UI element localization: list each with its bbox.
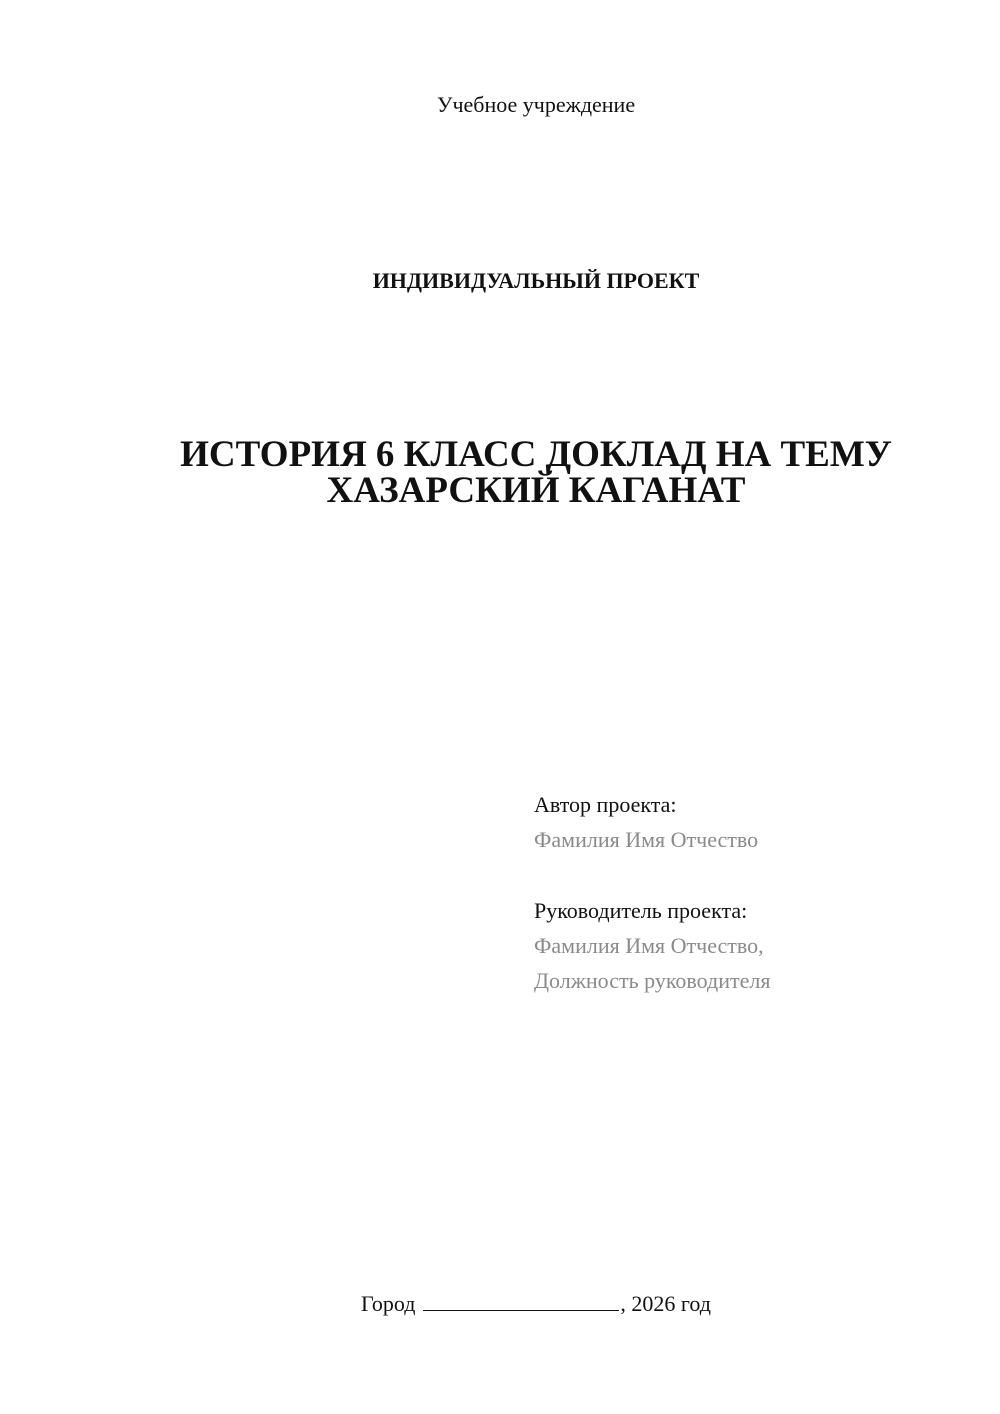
author-name: Фамилия Имя Отчество — [534, 827, 759, 852]
project-title-line-1: ИСТОРИЯ 6 КЛАСС ДОКЛАД НА ТЕМУ — [180, 434, 892, 475]
supervisor-name: Фамилия Имя Отчество, — [534, 933, 764, 958]
project-title-line-2: ХАЗАРСКИЙ КАГАНАТ — [326, 470, 746, 511]
supervisor-position: Должность руководителя — [534, 968, 771, 993]
project-credits — [534, 787, 954, 998]
city-blank-line — [423, 1289, 619, 1311]
institution-name: Учебное учреждение — [436, 92, 636, 117]
document-type: ИНДИВИДУАЛЬНЫЙ ПРОЕКТ — [372, 268, 700, 293]
supervisor-label: Руководитель проекта: — [534, 898, 748, 923]
city-label: Город — [361, 1291, 416, 1316]
year-text: , 2026 год — [620, 1291, 711, 1316]
city-year-line — [0, 1289, 1000, 1319]
project-title — [100, 434, 972, 511]
credits-spacer — [534, 857, 954, 893]
author-label: Автор проекта: — [534, 792, 677, 817]
